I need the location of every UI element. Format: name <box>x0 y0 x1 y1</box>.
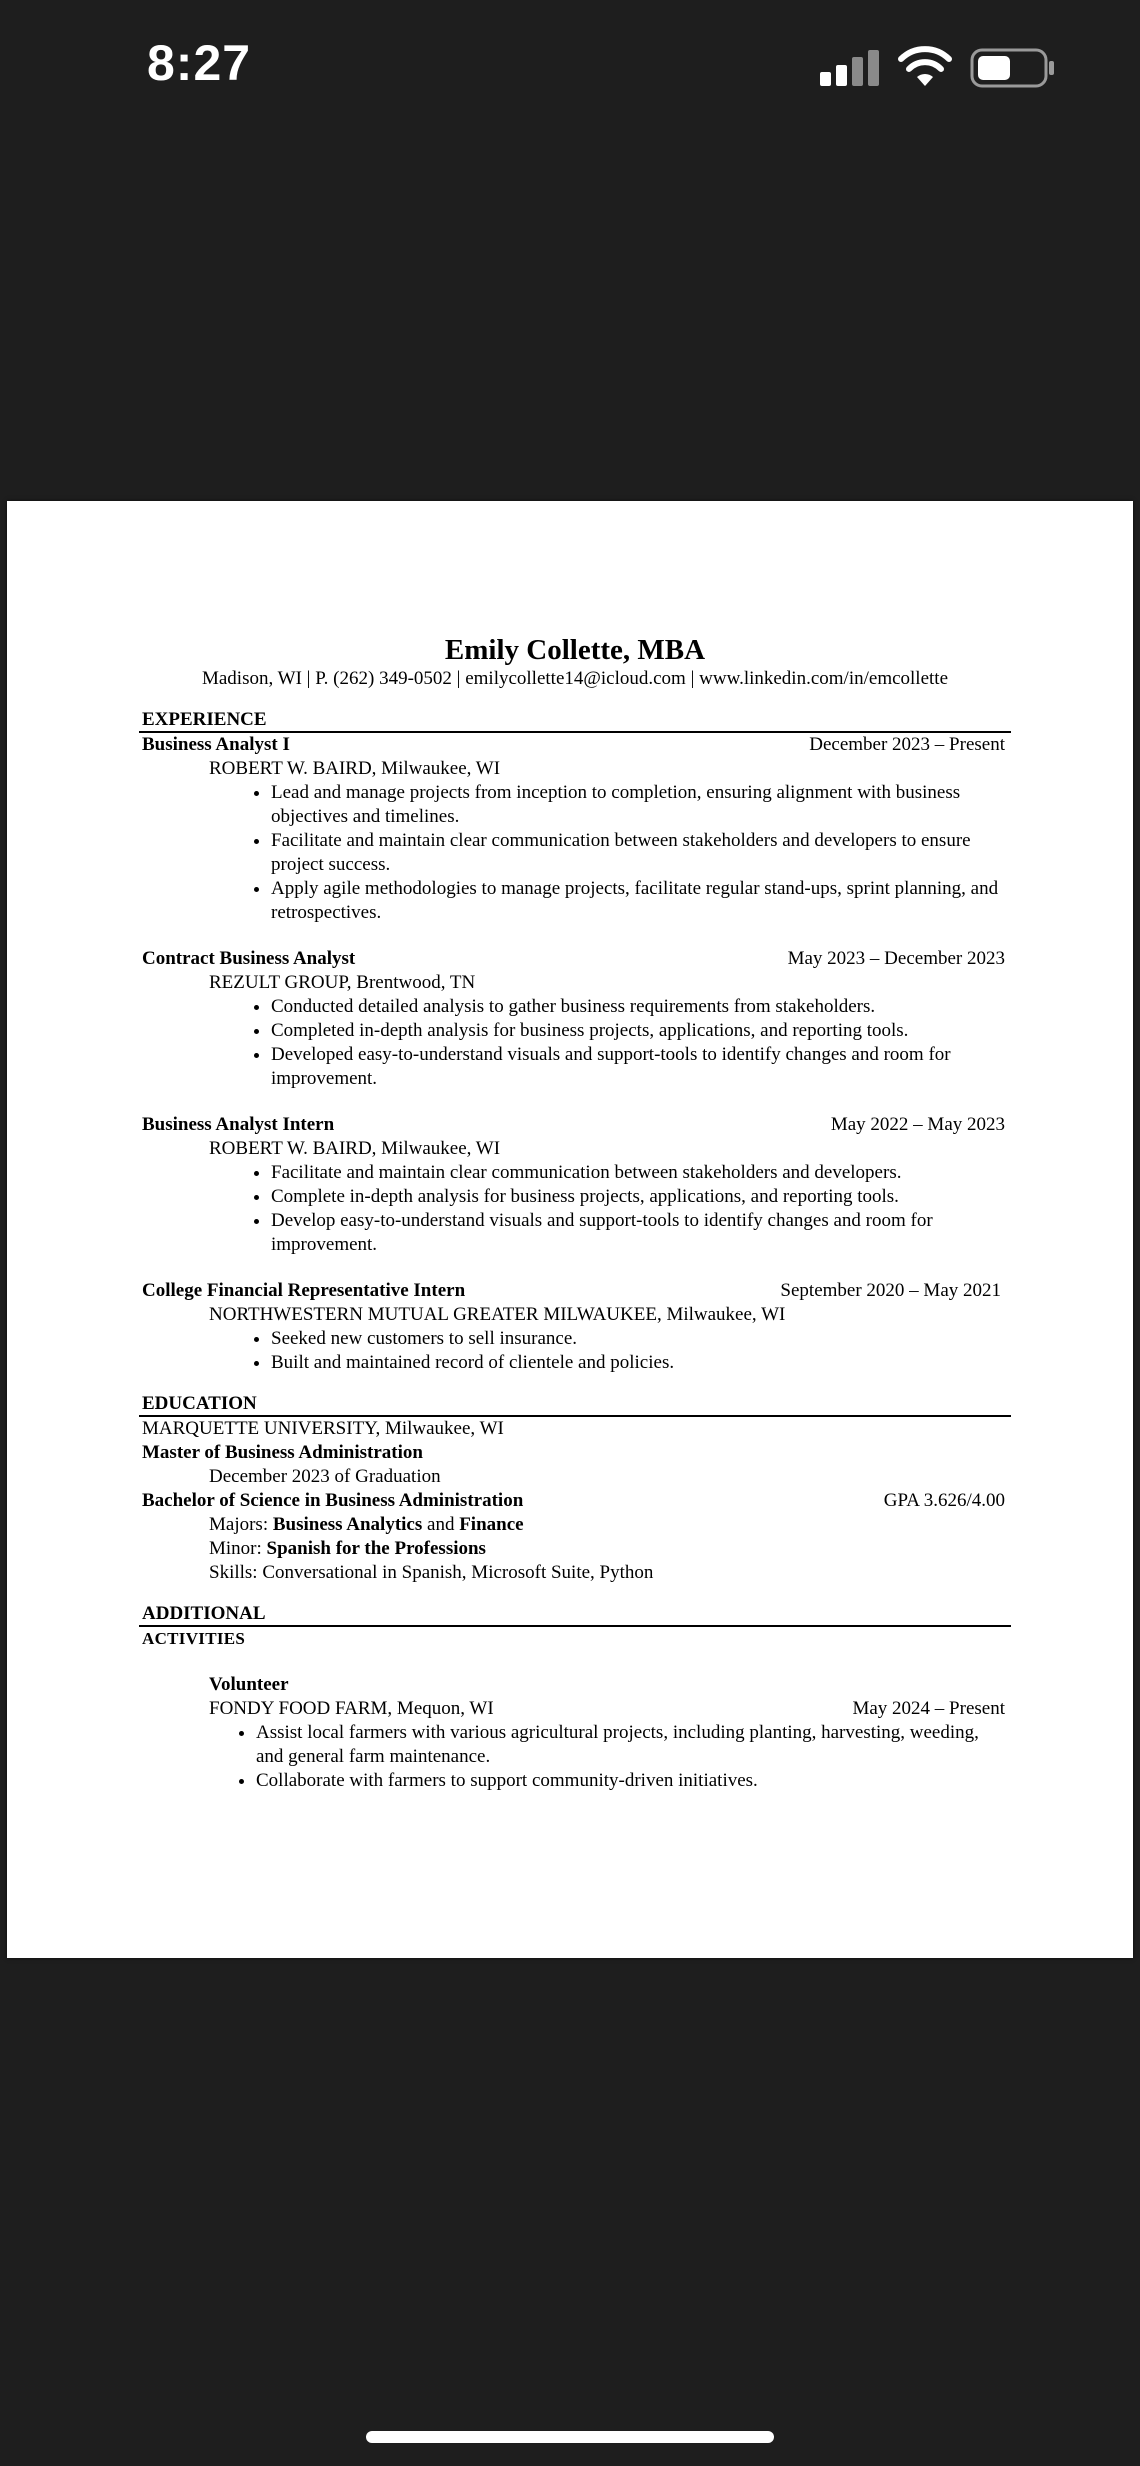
experience-heading: EXPERIENCE <box>139 709 1011 733</box>
education-heading: EDUCATION <box>139 1393 1011 1417</box>
minor-value: Spanish for the Professions <box>266 1538 486 1559</box>
volunteer-role: Volunteer <box>209 1674 289 1695</box>
job-employer: REZULT GROUP, Brentwood, TN <box>209 972 476 993</box>
volunteer-dates: May 2024 – Present <box>852 1698 1005 1719</box>
home-indicator[interactable] <box>366 2431 774 2443</box>
majors-label: Majors: <box>209 1514 273 1535</box>
job-dates: December 2023 – Present <box>809 734 1005 755</box>
additional-heading: ADDITIONAL <box>139 1603 1011 1627</box>
school-name: MARQUETTE UNIVERSITY, Milwaukee, WI <box>142 1418 504 1439</box>
job-bullet: • Facilitate and maintain clear communication between stakeholders and developers. <box>271 1161 1011 1185</box>
battery-icon <box>970 48 1056 88</box>
resume-contact: Madison, WI | P. (262) 349-0502 | emilycollette14@icloud.com | www.linkedin.com/in/emcollette <box>201 668 949 689</box>
job-bullet: • Develop easy-to-understand visuals and support-tools to identify changes and room for improvement. <box>271 1209 1011 1257</box>
skills: Skills: Conversational in Spanish, Microsoft Suite, Python <box>209 1562 654 1583</box>
job-employer: ROBERT W. BAIRD, Milwaukee, WI <box>209 1138 501 1159</box>
minor-label: Minor: <box>209 1538 267 1559</box>
job-bullet: • Lead and manage projects from inception to completion, ensuring alignment with business objectives and timelines. <box>271 781 1011 829</box>
wifi-icon <box>898 46 952 86</box>
job-title: Contract Business Analyst <box>142 948 356 969</box>
job-bullet: • Built and maintained record of clientele and policies. <box>271 1351 1011 1375</box>
job-dates: May 2022 – May 2023 <box>830 1114 1005 1135</box>
activities-heading: ACTIVITIES <box>142 1629 246 1648</box>
education-block <box>139 1417 1011 1585</box>
job-entry <box>139 1113 1011 1257</box>
major-2: Finance <box>459 1514 524 1535</box>
resume-name: Emily Collette, MBA <box>444 634 706 666</box>
job-entry <box>139 733 1011 925</box>
job-entry <box>139 947 1011 1091</box>
status-bar <box>0 0 1140 140</box>
job-employer: NORTHWESTERN MUTUAL GREATER MILWAUKEE, Milwaukee, WI <box>209 1304 786 1325</box>
major-1: Business Analytics <box>272 1514 423 1535</box>
job-bullet: • Complete in-depth analysis for business projects, applications, and reporting tools. <box>271 1185 1011 1209</box>
job-title: Business Analyst Intern <box>142 1114 335 1135</box>
job-dates: September 2020 – May 2021 <box>780 1280 1001 1301</box>
gpa: GPA 3.626/4.00 <box>883 1490 1005 1511</box>
degree-mba: Master of Business Administration <box>142 1442 423 1463</box>
volunteer-org-row <box>139 1697 1011 1721</box>
majors-and: and <box>422 1514 460 1535</box>
resume <box>139 633 1011 1793</box>
job-entry <box>139 1279 1011 1375</box>
job-bullet: • Developed easy-to-understand visuals and support-tools to identify changes and room for improvement. <box>271 1043 1011 1091</box>
job-title: Business Analyst I <box>142 734 290 755</box>
signal-icon <box>820 50 880 86</box>
minor <box>139 1537 1011 1561</box>
job-employer: ROBERT W. BAIRD, Milwaukee, WI <box>209 758 501 779</box>
job-bullet: • Completed in-depth analysis for business projects, applications, and reporting tools. <box>271 1019 1011 1043</box>
majors <box>139 1513 1011 1537</box>
document-page[interactable] <box>7 501 1133 1958</box>
job-bullet: • Conducted detailed analysis to gather business requirements from stakeholders. <box>271 995 1011 1019</box>
job-dates: May 2023 – December 2023 <box>787 948 1005 969</box>
job-title: College Financial Representative Intern <box>142 1280 466 1301</box>
mba-graduation: December 2023 of Graduation <box>209 1466 441 1487</box>
job-bullet: • Apply agile methodologies to manage projects, facilitate regular stand-ups, sprint planning, and retrospectives. <box>271 877 1011 925</box>
job-bullet: • Facilitate and maintain clear communication between stakeholders and developers to ensure project success. <box>271 829 1011 877</box>
degree-bs: Bachelor of Science in Business Administration <box>142 1490 524 1511</box>
volunteer-org: FONDY FOOD FARM, Mequon, WI <box>209 1698 494 1719</box>
job-bullet: • Seeked new customers to sell insurance. <box>271 1327 1011 1351</box>
volunteer-bullet: • Collaborate with farmers to support community-driven initiatives. <box>256 1769 1011 1793</box>
volunteer-bullet: • Assist local farmers with various agricultural projects, including planting, harvesting, weeding, and general farm maintenance. <box>256 1721 1011 1769</box>
status-time: 8:27 <box>147 35 252 91</box>
